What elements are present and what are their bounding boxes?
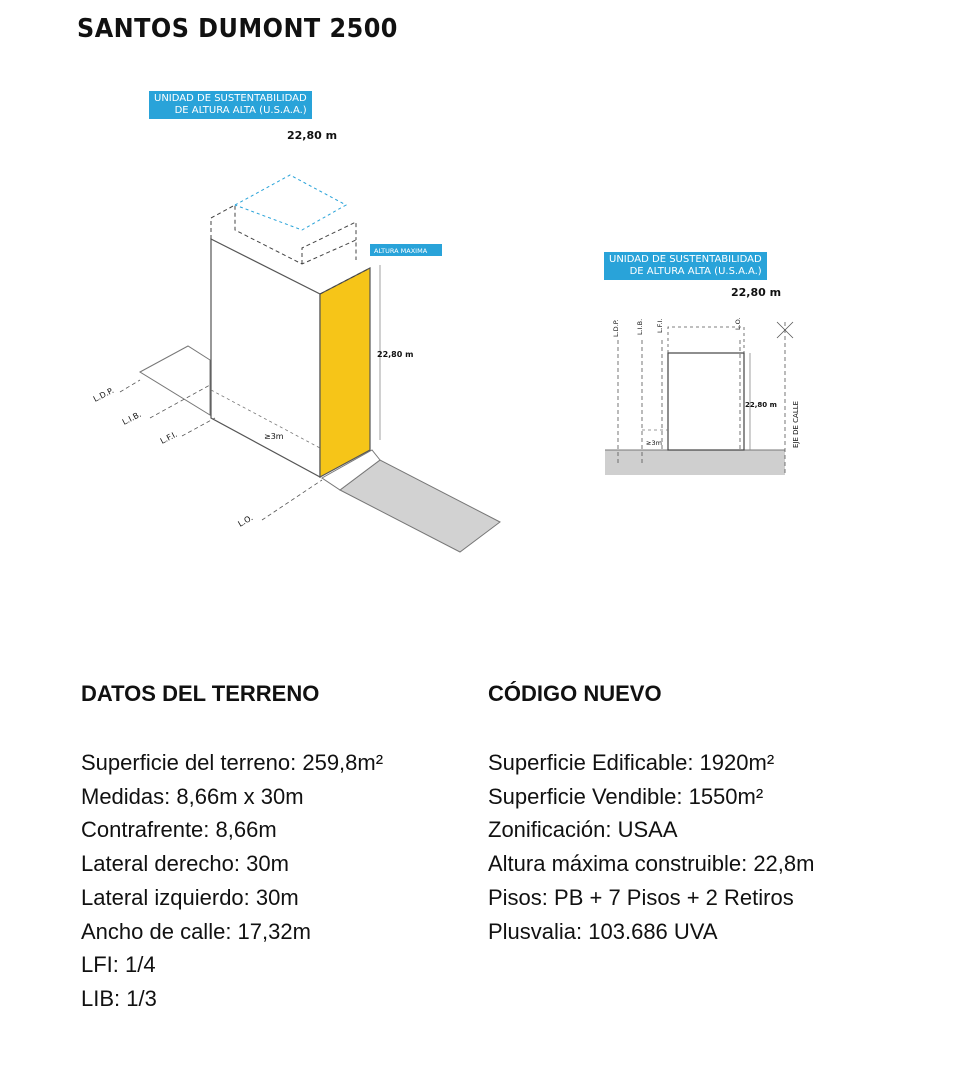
codigo-nuevo-heading: CÓDIGO NUEVO (488, 681, 662, 706)
retiro-label: ≥3m (264, 432, 284, 441)
street-surface (340, 460, 500, 552)
lo-label: L.O. (236, 513, 255, 529)
lfi-label: L.F.I. (656, 318, 664, 333)
usaa-badge-left (149, 91, 312, 119)
altura-maxima-label: ALTURA MAXIMA (374, 247, 428, 255)
list-item: LIB: 1/3 (81, 985, 157, 1011)
retreat-section (668, 327, 744, 353)
usaa-badge-line2: DE ALTURA ALTA (U.S.A.A.) (629, 266, 762, 277)
list-item: Superficie Edificable: 1920m² (488, 750, 775, 775)
ldp-label: L.D.P. (612, 319, 620, 337)
list-item: Lateral derecho: 30m (81, 851, 289, 877)
datos-terreno-heading: DATOS DEL TERRENO (81, 681, 320, 706)
list-item: Plusvalia: 103.686 UVA (488, 918, 718, 944)
building-section (668, 353, 744, 450)
list-item: Zonificación: USAA (488, 817, 678, 843)
list-item: Ancho de calle: 17,32m (81, 918, 311, 944)
lib-label: L.I.B. (636, 318, 644, 335)
building-max-height-face (320, 268, 370, 477)
lo-line (262, 480, 322, 520)
usaa-badge-line2: DE ALTURA ALTA (U.S.A.A.) (174, 105, 307, 116)
ldp-label: L.D.P. (91, 385, 116, 404)
lib-label: L.I.B. (120, 409, 143, 427)
list-item: Superficie del terreno: 259,8m² (81, 750, 384, 775)
height-value-left: 22,80 m (287, 129, 338, 142)
lfi-label: L.F.I. (158, 429, 179, 446)
height-dimension-label: 22,80 m (377, 350, 414, 359)
list-item: Superficie Vendible: 1550m² (488, 783, 764, 809)
codigo-nuevo-list (488, 746, 814, 948)
lo-label: L.O. (734, 317, 742, 330)
page-title: SANTOS DUMONT 2500 (77, 14, 398, 44)
list-item: Pisos: PB + 7 Pisos + 2 Retiros (488, 884, 794, 910)
section-retiro-label: ≥3m (646, 439, 662, 447)
eje-label: EJE DE CALLE (792, 400, 800, 448)
section-height-label: 22,80 m (745, 401, 777, 409)
height-value-right: 22,80 m (731, 286, 782, 299)
list-item: LFI: 1/4 (81, 952, 156, 978)
retreat-top-blue (235, 175, 346, 230)
list-item: Medidas: 8,66m x 30m (81, 783, 304, 809)
usaa-badge-line1: UNIDAD DE SUSTENTABILIDAD (154, 93, 307, 104)
list-item: Lateral izquierdo: 30m (81, 884, 299, 910)
building-side-face (211, 239, 320, 477)
ldp-line (120, 380, 140, 392)
section-diagram (600, 300, 810, 490)
list-item: Contrafrente: 8,66m (81, 817, 277, 843)
datos-terreno-list (81, 746, 383, 1016)
list-item: Altura máxima construible: 22,8m (488, 851, 815, 877)
usaa-badge-right (604, 252, 767, 280)
retreat-outline-2 (302, 222, 356, 264)
usaa-badge-line1: UNIDAD DE SUSTENTABILIDAD (609, 254, 762, 265)
lfi-line (182, 418, 215, 436)
isometric-diagram (80, 160, 600, 640)
ground (605, 450, 785, 475)
